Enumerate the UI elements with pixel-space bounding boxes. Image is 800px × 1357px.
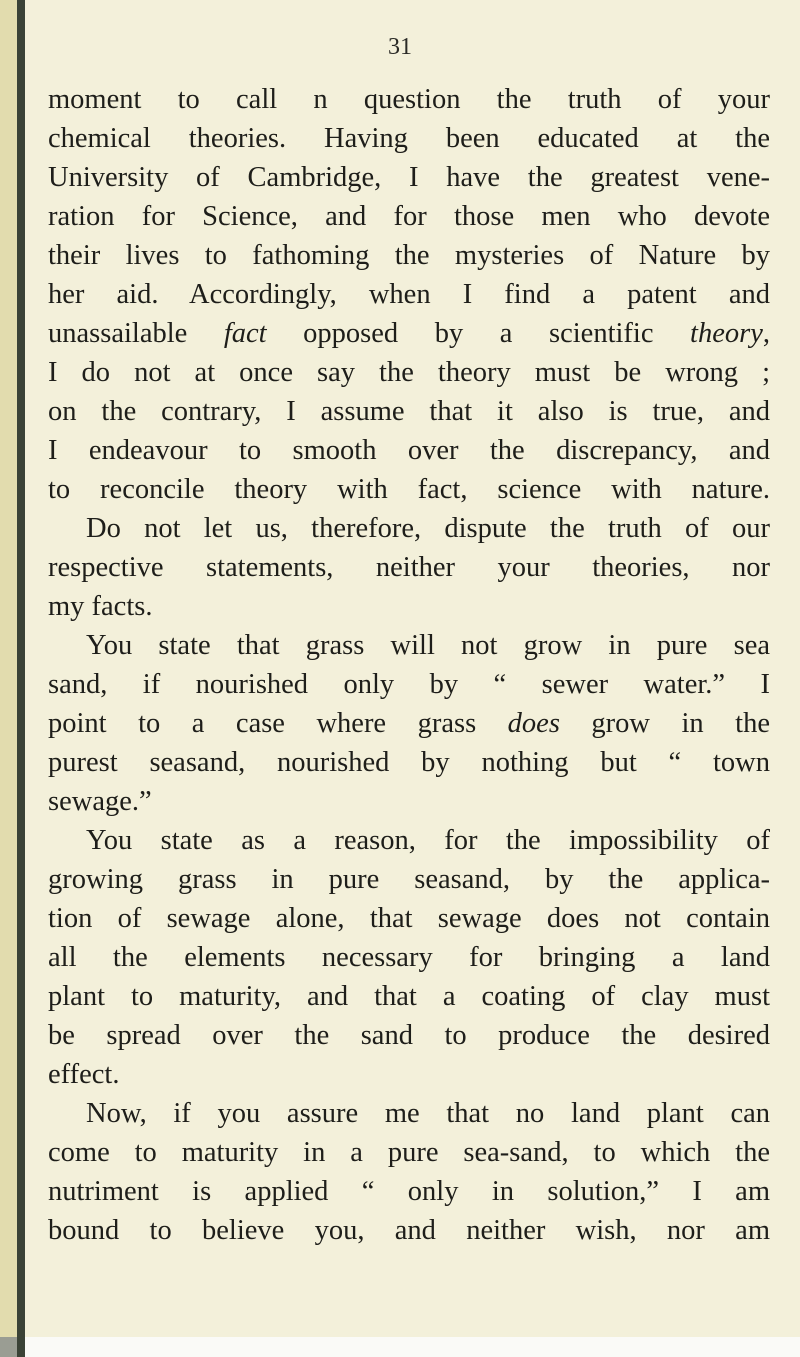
text-segment: University of Cambridge, I have the greatest vene- (48, 162, 770, 193)
text-line (48, 821, 770, 860)
text-segment: opposed by a scientific (266, 318, 691, 349)
text-line (48, 782, 770, 821)
text-segment: You state that grass will not grow in pure sea (86, 630, 770, 661)
text-segment: all the elements necessary for bringing a land (48, 942, 770, 973)
text-segment: tion of sewage alone, that sewage does not contain (48, 903, 770, 934)
text-line (48, 665, 770, 704)
text-segment: my facts. (48, 591, 153, 622)
text-segment: , (762, 318, 770, 349)
body-text (48, 80, 770, 1250)
text-line (48, 743, 770, 782)
text-segment: I do not at once say the theory must be wrong ; (48, 357, 770, 388)
text-line (48, 587, 770, 626)
page-edge-bottom (0, 1337, 17, 1357)
text-line (48, 275, 770, 314)
text-line (48, 431, 770, 470)
text-line (48, 977, 770, 1016)
text-segment: plant to maturity, and that a coating of clay must (48, 981, 770, 1012)
text-line (48, 236, 770, 275)
text-line (48, 314, 770, 353)
text-line (48, 119, 770, 158)
text-segment: chemical theories. Having been educated at the (48, 123, 770, 154)
italic-text: does (507, 708, 560, 739)
page-number: 31 (388, 34, 412, 60)
text-segment: I endeavour to smooth over the discrepancy, and (48, 435, 770, 466)
text-segment: respective statements, neither your theories, nor (48, 552, 770, 583)
scan-margin (25, 1337, 800, 1357)
italic-text: fact (223, 318, 267, 349)
italic-text: theory (690, 318, 763, 349)
text-line (48, 860, 770, 899)
text-segment: point to a case where grass (48, 708, 508, 739)
text-segment: be spread over the sand to produce the desired (48, 1020, 770, 1051)
text-line (48, 1094, 770, 1133)
text-line (48, 80, 770, 119)
text-segment: ration for Science, and for those men who devote (48, 201, 770, 232)
text-line (48, 1133, 770, 1172)
text-segment: sewage.” (48, 786, 152, 817)
text-line (48, 509, 770, 548)
text-segment: their lives to fathoming the mysteries of Nature by (48, 240, 770, 271)
text-line (48, 938, 770, 977)
text-segment: her aid. Accordingly, when I find a patent and (48, 279, 770, 310)
text-line (48, 1055, 770, 1094)
text-segment: effect. (48, 1059, 120, 1090)
text-line (48, 626, 770, 665)
page-edge (0, 0, 17, 1337)
text-segment: on the contrary, I assume that it also is true, and (48, 396, 770, 427)
text-line (48, 899, 770, 938)
text-line (48, 704, 770, 743)
text-segment: Do not let us, therefore, dispute the truth of our (86, 513, 770, 544)
text-segment: nutriment is applied “ only in solution,” I am (48, 1176, 770, 1207)
text-line (48, 158, 770, 197)
text-line (48, 353, 770, 392)
text-segment: You state as a reason, for the impossibility of (86, 825, 770, 856)
text-segment: unassailable (48, 318, 224, 349)
text-line (48, 1172, 770, 1211)
text-segment: grow in the (559, 708, 770, 739)
text-segment: to reconcile theory with fact, science with nature. (48, 474, 770, 505)
text-line (48, 1211, 770, 1250)
text-line (48, 548, 770, 587)
text-line (48, 1016, 770, 1055)
text-segment: purest seasand, nourished by nothing but “ town (48, 747, 770, 778)
text-segment: growing grass in pure seasand, by the applica- (48, 864, 770, 895)
text-segment: come to maturity in a pure sea-sand, to which the (48, 1137, 770, 1168)
book-binding (17, 0, 25, 1357)
text-segment: bound to believe you, and neither wish, nor am (48, 1215, 770, 1246)
text-line (48, 197, 770, 236)
text-segment: sand, if nourished only by “ sewer water.” I (48, 669, 770, 700)
text-line (48, 392, 770, 431)
text-segment: Now, if you assure me that no land plant can (86, 1098, 770, 1129)
text-line (48, 470, 770, 509)
text-segment: moment to call n question the truth of your (48, 84, 770, 115)
